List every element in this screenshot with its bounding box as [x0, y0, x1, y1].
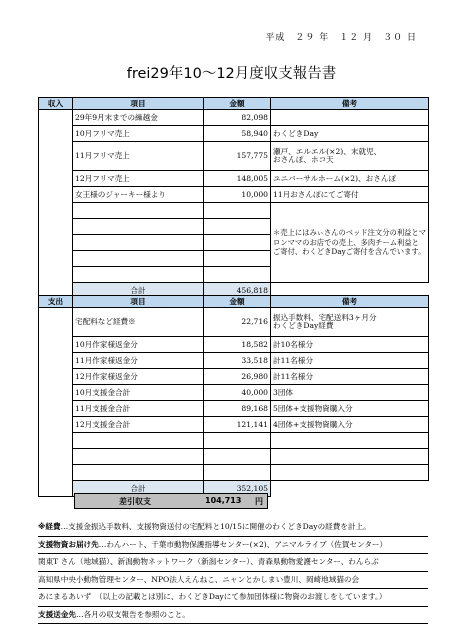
note-bold: ※経費 [38, 522, 61, 531]
row-note: 計11名様分 [271, 369, 429, 385]
balance-label: 差引収支 [119, 497, 151, 506]
table-row [39, 308, 429, 337]
expense-section-label: 支出 [39, 296, 73, 308]
row-item: 10月支援金合計 [73, 385, 204, 401]
table-row [39, 465, 429, 481]
table-row [39, 110, 429, 126]
row-item: 10月フリマ売上 [73, 126, 204, 142]
income-header-row [39, 98, 429, 110]
row-item: 宅配料など経費※ [73, 308, 204, 337]
row-note: 3団体 [271, 385, 429, 401]
row-note: 11月おさんぽにてご寄付 [271, 187, 429, 203]
income-total-label: 合計 [73, 283, 204, 299]
row-note: 瀬戸、エルエル(×2)、末就児、 おさんぽ、ホコ天 [271, 142, 429, 171]
header-amount: 金額 [204, 296, 271, 308]
table-row [39, 126, 429, 142]
row-item: 11月作家様返金分 [73, 353, 204, 369]
note-line: 関東T さん（地域猫）、新潟動物ネットワーク（新潟センター）、青森県動物愛護センター、わんらぶ [38, 554, 428, 572]
row-item: 10月作家様返金分 [73, 337, 204, 353]
expense-total-amount: 352,105 [204, 481, 271, 497]
row-item: 女王様のジャーキー様より [73, 187, 204, 203]
header-note: 備考 [271, 98, 429, 110]
income-big-note: ＊売上にはみぃさんのベッド注文分の利益とマロンママのお店での売上、多肉チーム利益とご寄付、わくどきDayご寄付を含んでいます。 [271, 203, 429, 283]
row-item: 12月フリマ売上 [73, 171, 204, 187]
row-item: 11月支援金合計 [73, 401, 204, 417]
row-note: 計11名様分 [271, 353, 429, 369]
row-amount: 22,716 [204, 308, 271, 337]
row-amount: 157,775 [204, 142, 271, 171]
table-row [39, 353, 429, 369]
row-item: 12月支援金合計 [73, 417, 204, 433]
row-amount: 89,168 [204, 401, 271, 417]
note-line: 支援物資お届け先…わんハート、千葉市動物保護指導センター(×2)、アニマルライブ（佐賀センター） [38, 537, 428, 555]
balance-box [74, 493, 268, 509]
row-amount: 10,000 [204, 187, 271, 203]
report-date: 平成 ２９ 年 １２ 月 ３０ 日 [265, 33, 417, 43]
table-row [39, 142, 429, 171]
row-amount: 18,582 [204, 337, 271, 353]
note-bold: 支援送金先 [38, 609, 76, 619]
header-item: 項目 [73, 296, 204, 308]
table-row [39, 203, 429, 219]
row-note: ユニバーサルホーム(×2)、おさんぽ [271, 171, 429, 187]
table-row [39, 433, 429, 449]
report-title: frei29年10～12月度収支報告書 [126, 66, 337, 82]
note-bold: 支援物資お届け先 [38, 539, 99, 549]
row-amount: 58,940 [204, 126, 271, 142]
balance-value: 104,713 [205, 496, 242, 505]
balance-unit: 円 [255, 497, 263, 506]
row-note: 振込手数料、宅配送料3ヶ月分 わくどきDay経費 [271, 308, 429, 337]
table-row [39, 449, 429, 465]
row-note: 4団体+支援物資購入分 [271, 417, 429, 433]
expense-total-label: 合計 [73, 481, 204, 497]
row-item: 12月作家様返金分 [73, 369, 204, 385]
income-total-amount: 456,818 [204, 283, 271, 299]
row-item: 29年9月末までの繰越金 [73, 110, 204, 126]
income-section-label: 収入 [39, 98, 73, 110]
row-amount: 26,980 [204, 369, 271, 385]
table-row [39, 337, 429, 353]
row-amount: 33,518 [204, 353, 271, 369]
row-note: 5団体+支援物資購入分 [271, 401, 429, 417]
table-row [39, 417, 429, 433]
row-note: 計10名様分 [271, 337, 429, 353]
row-note: わくどきDay [271, 126, 429, 142]
note-line: 高知県中央小動物管理センター、NPO法人えんねこ、ニャンとかしまい豊川、岡崎地域猫の会 [38, 572, 428, 590]
table-row [39, 401, 429, 417]
row-note [271, 110, 429, 126]
row-amount: 148,005 [204, 171, 271, 187]
table-row [39, 369, 429, 385]
header-amount: 金額 [204, 98, 271, 110]
row-amount: 121,141 [204, 417, 271, 433]
table-row [39, 385, 429, 401]
expense-table [38, 295, 429, 497]
notes-section [38, 519, 428, 624]
note-line: ※経費…支援金振込手数料、支援物資送付の宅配料と10/15に開催のわくどきDayの経費を計上。 [38, 519, 428, 537]
income-table [38, 97, 429, 299]
note-line: 支援送金先…各月の収支報告を参照のこと。 [38, 607, 428, 625]
table-row [39, 171, 429, 187]
row-item: 11月フリマ売上 [73, 142, 204, 171]
row-amount: 82,098 [204, 110, 271, 126]
table-row [39, 187, 429, 203]
row-amount: 40,000 [204, 385, 271, 401]
header-note: 備考 [271, 296, 429, 308]
header-item: 項目 [73, 98, 204, 110]
note-line: あにまるあいず （以上の記載とは別に、わくどきDayにて参加団体様に物資のお渡しをしています。） [38, 589, 428, 607]
expense-header-row [39, 296, 429, 308]
